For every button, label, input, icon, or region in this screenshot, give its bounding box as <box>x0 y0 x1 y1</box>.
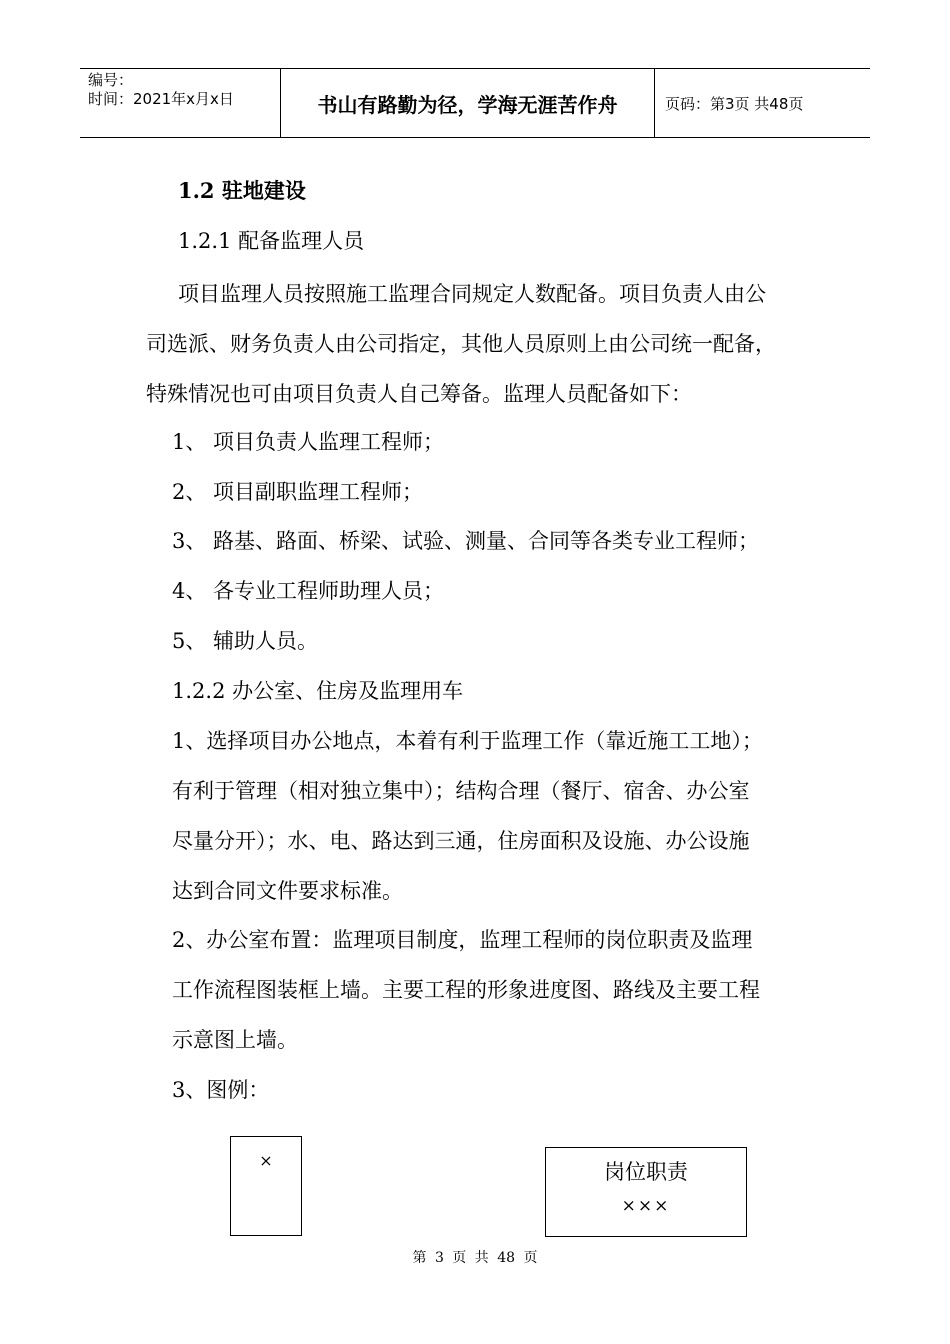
paragraph-line: 有利于管理（相对独立集中）；结构合理（餐厅、宿舍、办公室 <box>172 779 750 803</box>
paragraph-line: 项目监理人员按照施工监理合同规定人数配备。项目负责人由公 <box>178 282 766 306</box>
paragraph-line: 1、选择项目办公地点，本着有利于监理工作（靠近施工工地）； <box>172 729 763 753</box>
paragraph-line: 尽量分开）；水、电、路达到三通，住房面积及设施、办公设施 <box>172 829 750 853</box>
list-item: 4、 各专业工程师助理人员； <box>172 579 445 603</box>
page-footer: 第 3 页 共 48 页 <box>412 1250 538 1266</box>
legend-box-left <box>230 1136 302 1236</box>
paragraph-line: 工作流程图装框上墙。主要工程的形象进度图、路线及主要工程 <box>172 978 760 1002</box>
legend-box-right <box>545 1147 747 1237</box>
header-motto: 书山有路勤为径，学海无涯苦作舟 <box>280 69 655 137</box>
section-title: 1.2 驻地建设 <box>178 178 306 203</box>
paragraph-line: 达到合同文件要求标准。 <box>172 879 403 903</box>
number-label: 编号： <box>88 71 134 89</box>
header-info <box>80 69 280 137</box>
list-item: 5、 辅助人员。 <box>172 629 319 653</box>
legend-heading: 3、图例： <box>172 1078 270 1102</box>
paragraph-line: 2、办公室布置：监理项目制度，监理工程师的岗位职责及监理 <box>172 928 753 952</box>
legend-box-title: 岗位职责 <box>604 1160 688 1184</box>
paragraph-line: 司选派、财务负责人由公司指定，其他人员原则上由公司统一配备， <box>146 332 776 356</box>
list-item: 1、 项目负责人监理工程师； <box>172 430 445 454</box>
header-page-label: 页码：第3页 共48页 <box>665 94 804 113</box>
legend-box-text: ××× <box>621 1196 671 1216</box>
subsection-title: 1.2.2 办公室、住房及监理用车 <box>172 679 464 703</box>
paragraph-line: 特殊情况也可由项目负责人自己筹备。监理人员配备如下： <box>146 382 692 406</box>
list-item: 2、 项目副职监理工程师； <box>172 480 424 504</box>
time-label: 时间：2021年x月x日 <box>88 90 234 108</box>
list-item: 3、 路基、路面、桥梁、试验、测量、合同等各类专业工程师； <box>172 529 760 553</box>
subsection-title: 1.2.1 配备监理人员 <box>178 229 365 253</box>
page-header <box>80 68 870 138</box>
legend-box-left-text: × <box>259 1151 273 1170</box>
paragraph-line: 示意图上墙。 <box>172 1028 298 1052</box>
